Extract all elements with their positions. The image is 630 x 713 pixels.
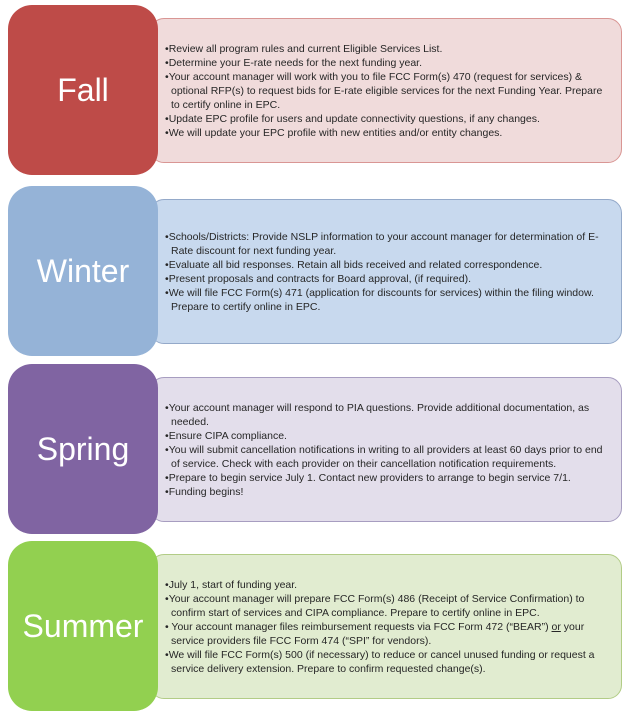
season-row-fall xyxy=(8,5,622,175)
season-panel-fall xyxy=(150,18,622,163)
season-title-winter: Winter xyxy=(36,252,130,289)
season-row-spring xyxy=(8,364,622,534)
bullet-item: • July 1, start of funding year. xyxy=(165,578,609,592)
season-box-spring xyxy=(8,364,158,534)
season-row-winter xyxy=(8,186,622,356)
bullet-item: • Your account manager will respond to PIA questions. Provide additional documentation, as needed. xyxy=(165,401,609,429)
bullet-item: • Review all program rules and current Eligible Services List. xyxy=(165,42,609,56)
season-panel-winter xyxy=(150,199,622,344)
bullet-text-segment: your service providers file FCC Form 474 (“SPI” for vendors). xyxy=(171,620,585,647)
season-panel-summer xyxy=(150,554,622,699)
bullet-list-spring xyxy=(151,401,621,499)
season-panel-spring xyxy=(150,377,622,522)
bullet-item: • We will file FCC Form(s) 500 (if necessary) to reduce or cancel unused funding or request a service delivery extension. Prepare to confirm requested change(s). xyxy=(165,648,609,676)
bullet-item: • Your account manager will work with you to file FCC Form(s) 470 (request for services) & optional RFP(s) to request bids for E-rate eligible services for the next Funding Year. Prepare to certify online in EPC. xyxy=(165,70,609,112)
bullet-list-winter xyxy=(151,230,621,314)
bullet-item: • Funding begins! xyxy=(165,485,609,499)
season-title-summer: Summer xyxy=(22,607,144,644)
bullet-item: • You will submit cancellation notifications in writing to all providers at least 60 days prior to end of service. Check with each provider on their cancellation notification requirements. xyxy=(165,443,609,471)
bullet-list-summer xyxy=(151,578,621,676)
season-title-fall: Fall xyxy=(57,71,109,108)
bullet-item: • Determine your E-rate needs for the next funding year. xyxy=(165,56,609,70)
bullet-item: • Your account manager will prepare FCC Form(s) 486 (Receipt of Service Confirmation) to confirm start of services and CIPA compliance. Prepare to certify online in EPC. xyxy=(165,592,609,620)
season-row-summer xyxy=(8,541,622,711)
bullet-item: • Prepare to begin service July 1. Contact new providers to arrange to begin service 7/1. xyxy=(165,471,609,485)
season-title-spring: Spring xyxy=(36,430,130,467)
season-box-winter xyxy=(8,186,158,356)
season-box-fall xyxy=(8,5,158,175)
bullet-item: • Update EPC profile for users and update connectivity questions, if any changes. xyxy=(165,112,609,126)
bullet-list-fall xyxy=(151,42,621,140)
bullet-item: • We will file FCC Form(s) 471 (application for discounts for services) within the filing window. Prepare to certify online in EPC. xyxy=(165,286,609,314)
bullet-text-underlined-or: or xyxy=(551,620,561,633)
bullet-item: • Ensure CIPA compliance. xyxy=(165,429,609,443)
bullet-item: • We will update your EPC profile with new entities and/or entity changes. xyxy=(165,126,609,140)
bullet-item: • Schools/Districts: Provide NSLP information to your account manager for determination of E-Rate discount for next funding year. xyxy=(165,230,609,258)
bullet-item: • Evaluate all bid responses. Retain all bids received and related correspondence. xyxy=(165,258,609,272)
bullet-item xyxy=(165,620,609,648)
bullet-text-segment: Your account manager files reimbursement requests via FCC Form 472 (“BEAR”) xyxy=(171,620,552,633)
bullet-item: • Present proposals and contracts for Board approval, (if required). xyxy=(165,272,609,286)
season-box-summer xyxy=(8,541,158,711)
